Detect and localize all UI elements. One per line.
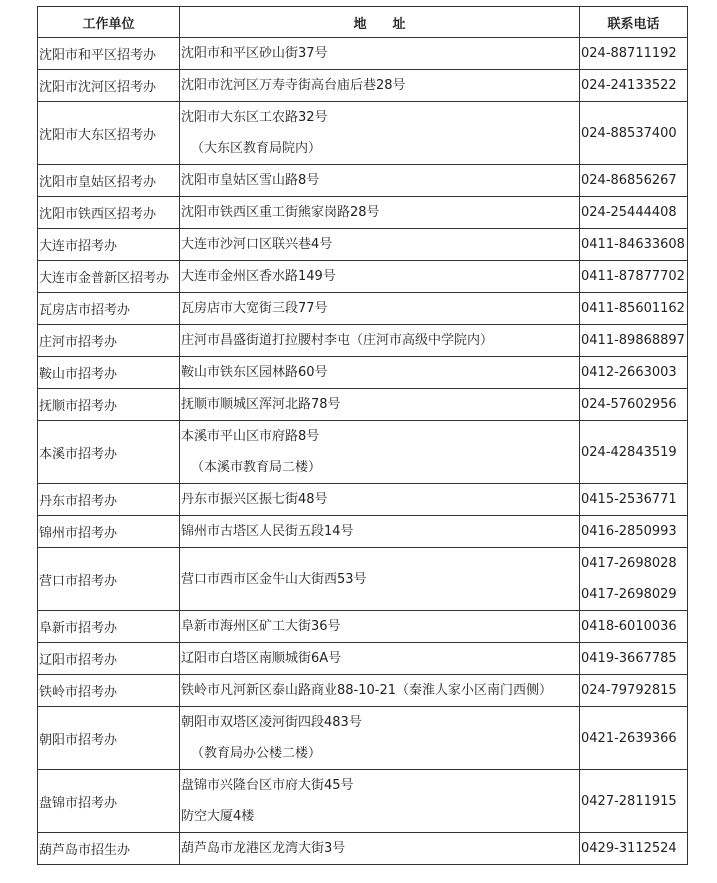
address-line: 鞍山市铁东区园林路60号 bbox=[181, 365, 328, 380]
table-row bbox=[38, 325, 688, 357]
table-row bbox=[38, 484, 688, 516]
phone-number: 024-86856267 bbox=[581, 173, 677, 188]
cell-phone bbox=[580, 389, 688, 421]
address-line: 阜新市海州区矿工大街36号 bbox=[181, 619, 341, 634]
address-line: 瓦房店市大宽街三段77号 bbox=[181, 301, 328, 316]
cell-phone bbox=[580, 516, 688, 548]
table-row bbox=[38, 229, 688, 261]
address-line: 沈阳市皇姑区雪山路8号 bbox=[181, 173, 320, 188]
cell-address bbox=[180, 833, 580, 865]
address-line: 朝阳市双塔区凌河街四段483号 bbox=[181, 715, 362, 730]
cell-address bbox=[180, 548, 580, 611]
address-line: 本溪市平山区市府路8号 bbox=[181, 429, 320, 444]
cell-unit: 盘锦市招考办 bbox=[38, 770, 180, 833]
table-row bbox=[38, 833, 688, 865]
phone-number: 0411-85601162 bbox=[581, 301, 685, 316]
cell-phone bbox=[580, 165, 688, 197]
address-line: （大东区教育局院内） bbox=[191, 141, 322, 156]
table-row bbox=[38, 516, 688, 548]
cell-phone bbox=[580, 833, 688, 865]
cell-address bbox=[180, 516, 580, 548]
cell-address bbox=[180, 102, 580, 165]
table-row bbox=[38, 548, 688, 611]
address-line: 盘锦市兴隆台区市府大街45号 bbox=[181, 778, 354, 793]
cell-address bbox=[180, 229, 580, 261]
phone-number: 024-24133522 bbox=[581, 78, 677, 93]
cell-phone bbox=[580, 484, 688, 516]
cell-address bbox=[180, 770, 580, 833]
address-line: 庄河市昌盛街道打拉腰村李屯（庄河市高级中学院内） bbox=[181, 333, 494, 348]
cell-unit: 锦州市招考办 bbox=[38, 516, 180, 548]
address-line: 沈阳市铁西区重工街熊家岗路28号 bbox=[181, 205, 380, 220]
cell-unit: 阜新市招考办 bbox=[38, 611, 180, 643]
address-line: 锦州市古塔区人民街五段14号 bbox=[181, 524, 354, 539]
cell-unit: 丹东市招考办 bbox=[38, 484, 180, 516]
cell-phone bbox=[580, 675, 688, 707]
phone-number: 024-57602956 bbox=[581, 397, 677, 412]
cell-unit: 鞍山市招考办 bbox=[38, 357, 180, 389]
cell-unit: 辽阳市招考办 bbox=[38, 643, 180, 675]
phone-number: 0417-2698029 bbox=[581, 587, 677, 602]
phone-number: 024-42843519 bbox=[581, 444, 677, 460]
table-row bbox=[38, 707, 688, 770]
table-row bbox=[38, 357, 688, 389]
phone-number: 024-88537400 bbox=[581, 125, 677, 141]
cell-unit: 沈阳市大东区招考办 bbox=[38, 102, 180, 165]
table-row bbox=[38, 389, 688, 421]
cell-unit: 沈阳市和平区招考办 bbox=[38, 38, 180, 70]
cell-address bbox=[180, 293, 580, 325]
address-line: 辽阳市白塔区南顺城街6A号 bbox=[181, 651, 342, 666]
cell-unit: 沈阳市皇姑区招考办 bbox=[38, 165, 180, 197]
cell-unit: 庄河市招考办 bbox=[38, 325, 180, 357]
cell-phone bbox=[580, 38, 688, 70]
address-line: 防空大厦4楼 bbox=[181, 809, 255, 824]
cell-address bbox=[180, 675, 580, 707]
cell-address bbox=[180, 261, 580, 293]
cell-address bbox=[180, 70, 580, 102]
address-line: 营口市西市区金牛山大街西53号 bbox=[181, 571, 367, 587]
cell-unit: 沈阳市铁西区招考办 bbox=[38, 197, 180, 229]
contact-table bbox=[37, 6, 688, 865]
cell-address bbox=[180, 325, 580, 357]
cell-unit: 大连市金普新区招考办 bbox=[38, 261, 180, 293]
cell-phone bbox=[580, 229, 688, 261]
cell-address bbox=[180, 165, 580, 197]
address-line: 沈阳市和平区砂山街37号 bbox=[181, 46, 328, 61]
table-row bbox=[38, 421, 688, 484]
table-row bbox=[38, 70, 688, 102]
address-line: 大连市沙河口区联兴巷4号 bbox=[181, 237, 333, 252]
phone-number: 0415-2536771 bbox=[581, 492, 677, 507]
phone-number: 0429-3112524 bbox=[581, 841, 677, 856]
address-line: 大连市金州区香水路149号 bbox=[181, 269, 336, 284]
address-line: 沈阳市沈河区万寿寺街高台庙后巷28号 bbox=[181, 78, 406, 93]
cell-phone bbox=[580, 357, 688, 389]
phone-number: 0412-2663003 bbox=[581, 365, 677, 380]
phone-number: 0418-6010036 bbox=[581, 619, 677, 634]
header-row bbox=[38, 7, 688, 38]
table-row bbox=[38, 261, 688, 293]
address-line: 抚顺市顺城区浑河北路78号 bbox=[181, 397, 341, 412]
cell-phone bbox=[580, 70, 688, 102]
cell-phone bbox=[580, 197, 688, 229]
cell-unit: 抚顺市招考办 bbox=[38, 389, 180, 421]
cell-address bbox=[180, 38, 580, 70]
cell-address bbox=[180, 197, 580, 229]
cell-phone bbox=[580, 643, 688, 675]
table-row bbox=[38, 102, 688, 165]
cell-unit: 大连市招考办 bbox=[38, 229, 180, 261]
table-row bbox=[38, 675, 688, 707]
cell-unit: 瓦房店市招考办 bbox=[38, 293, 180, 325]
phone-number: 024-88711192 bbox=[581, 46, 677, 61]
address-line: 沈阳市大东区工农路32号 bbox=[181, 110, 328, 125]
cell-phone bbox=[580, 102, 688, 165]
cell-phone bbox=[580, 261, 688, 293]
cell-unit: 沈阳市沈河区招考办 bbox=[38, 70, 180, 102]
phone-number: 024-79792815 bbox=[581, 683, 677, 698]
phone-number: 0411-84633608 bbox=[581, 237, 685, 252]
cell-address bbox=[180, 643, 580, 675]
address-line: （教育局办公楼二楼） bbox=[191, 746, 322, 761]
address-line: 铁岭市凡河新区泰山路商业88-10-21（秦淮人家小区南门西侧） bbox=[181, 683, 553, 698]
table-row bbox=[38, 38, 688, 70]
phone-number: 0421-2639366 bbox=[581, 730, 677, 746]
cell-address bbox=[180, 484, 580, 516]
cell-phone bbox=[580, 548, 688, 611]
header-phone: 联系电话 bbox=[580, 7, 688, 38]
cell-phone bbox=[580, 293, 688, 325]
cell-unit: 本溪市招考办 bbox=[38, 421, 180, 484]
phone-number: 0427-2811915 bbox=[581, 793, 677, 809]
address-line: （本溪市教育局二楼） bbox=[191, 460, 322, 475]
table-row bbox=[38, 165, 688, 197]
address-line: 葫芦岛市龙港区龙湾大街3号 bbox=[181, 841, 346, 856]
table-row bbox=[38, 197, 688, 229]
cell-address bbox=[180, 421, 580, 484]
address-line: 丹东市振兴区振七街48号 bbox=[181, 492, 328, 507]
cell-unit: 朝阳市招考办 bbox=[38, 707, 180, 770]
phone-number: 0419-3667785 bbox=[581, 651, 677, 666]
table-row bbox=[38, 293, 688, 325]
cell-phone bbox=[580, 611, 688, 643]
table-row bbox=[38, 643, 688, 675]
header-address: 地 址 bbox=[180, 7, 580, 38]
cell-phone bbox=[580, 421, 688, 484]
cell-address bbox=[180, 707, 580, 770]
cell-unit: 营口市招考办 bbox=[38, 548, 180, 611]
table-row bbox=[38, 770, 688, 833]
cell-phone bbox=[580, 770, 688, 833]
table-row bbox=[38, 611, 688, 643]
cell-unit: 葫芦岛市招生办 bbox=[38, 833, 180, 865]
cell-address bbox=[180, 357, 580, 389]
phone-number: 0411-89868897 bbox=[581, 333, 685, 348]
cell-address bbox=[180, 389, 580, 421]
phone-number: 024-25444408 bbox=[581, 205, 677, 220]
header-unit: 工作单位 bbox=[38, 7, 180, 38]
cell-phone bbox=[580, 707, 688, 770]
phone-number: 0417-2698028 bbox=[581, 556, 677, 571]
contact-table-container bbox=[37, 6, 688, 865]
cell-phone bbox=[580, 325, 688, 357]
phone-number: 0411-87877702 bbox=[581, 269, 685, 284]
phone-number: 0416-2850993 bbox=[581, 524, 677, 539]
table-body bbox=[38, 38, 688, 865]
cell-unit: 铁岭市招考办 bbox=[38, 675, 180, 707]
cell-address bbox=[180, 611, 580, 643]
